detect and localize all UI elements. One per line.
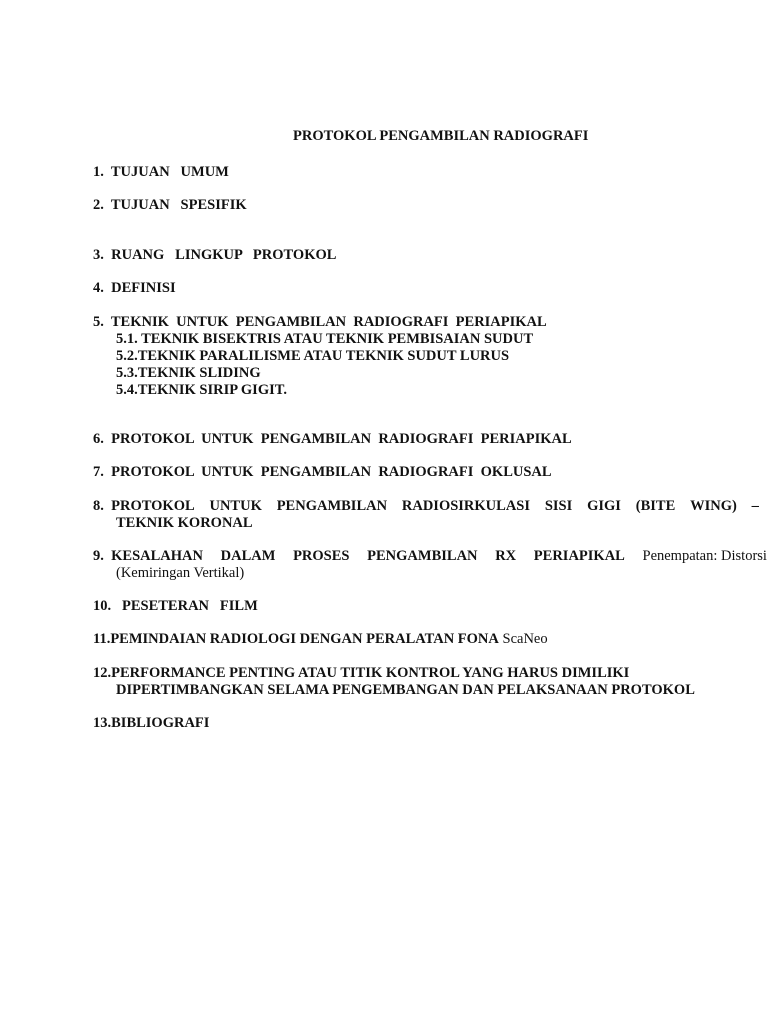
list-item-9-word: 9. KESALAHAN: [93, 548, 203, 564]
list-item-9-word: PROSES: [293, 548, 350, 564]
list-item-8-word: UNTUK: [209, 498, 262, 514]
list-item-5: 5. TEKNIK UNTUK PENGAMBILAN RADIOGRAFI PERIAPIKAL: [93, 314, 547, 330]
list-item-9-word: RX: [495, 548, 517, 564]
list-item-11-trailing: ScaNeo: [498, 631, 548, 647]
list-item-8-continuation: TEKNIK KORONAL: [116, 515, 253, 531]
list-subitem-5-1: 5.1. TEKNIK BISEKTRIS ATAU TEKNIK PEMBISAIAN SUDUT: [116, 331, 534, 347]
list-item-12-continuation: DIPERTIMBANGKAN SELAMA PENGEMBANGAN DAN PELAKSANAAN PROTOKOL: [116, 682, 695, 698]
list-item-12: 12.PERFORMANCE PENTING ATAU TITIK KONTROL YANG HARUS DIMILIKI: [93, 665, 630, 681]
list-item-1: 1. TUJUAN UMUM: [93, 164, 229, 180]
list-item-6: 6. PROTOKOL UNTUK PENGAMBILAN RADIOGRAFI PERIAPIKAL: [93, 431, 572, 447]
list-subitem-5-4: 5.4.TEKNIK SIRIP GIGIT.: [116, 382, 287, 398]
list-item-8-word: PENGAMBILAN: [276, 498, 388, 514]
list-item-8-word: WING): [690, 498, 737, 514]
list-item-11: [93, 631, 548, 648]
list-item-8-word: (BITE: [635, 498, 676, 514]
list-item-4: 4. DEFINISI: [93, 280, 176, 296]
list-item-9-continuation: (Kemiringan Vertikal): [116, 565, 245, 581]
list-item-9-word: PERIAPIKAL: [533, 548, 625, 564]
list-subitem-5-3: 5.3.TEKNIK SLIDING: [116, 365, 261, 381]
list-subitem-5-2: 5.2.TEKNIK PARALILISME ATAU TEKNIK SUDUT LURUS: [116, 348, 510, 364]
list-item-8: [93, 498, 759, 515]
list-item-3: 3. RUANG LINGKUP PROTOKOL: [93, 247, 337, 263]
list-item-13: 13.BIBLIOGRAFI: [93, 715, 210, 731]
list-item-7: 7. PROTOKOL UNTUK PENGAMBILAN RADIOGRAFI OKLUSAL: [93, 464, 552, 480]
list-item-8-word: –: [751, 498, 759, 514]
list-item-8-word: 8. PROTOKOL: [93, 498, 195, 514]
list-item-11-text: 11.PEMINDAIAN RADIOLOGI DENGAN PERALATAN FONA: [93, 631, 499, 647]
document-title: PROTOKOL PENGAMBILAN RADIOGRAFI: [293, 128, 589, 144]
list-item-8-word: SISI: [544, 498, 573, 514]
list-item-9-word: PENGAMBILAN: [367, 548, 478, 564]
list-item-9-word: DALAM: [220, 548, 276, 564]
list-item-10: 10. PESETERAN FILM: [93, 598, 258, 614]
list-item-9: [93, 548, 767, 565]
list-item-8-word: GIGI: [587, 498, 621, 514]
list-item-8-word: RADIOSIRKULASI: [401, 498, 531, 514]
list-item-2: 2. TUJUAN SPESIFIK: [93, 197, 247, 213]
list-item-9-trailing: Penempatan: Distorsi: [642, 548, 767, 564]
